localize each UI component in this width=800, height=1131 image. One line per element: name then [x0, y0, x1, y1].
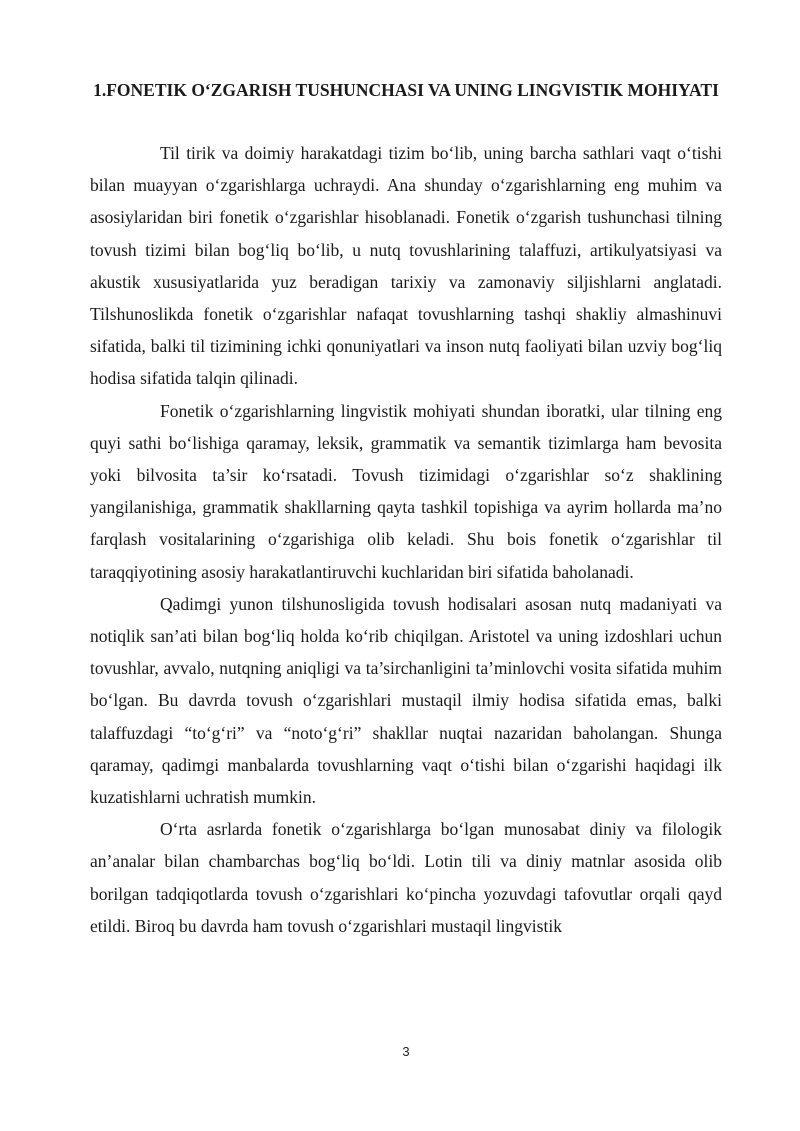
paragraph: O‘rta asrlarda fonetik o‘zgarishlarga bo‘lgan munosabat diniy va filologik an’analar bilan chambarchas bog‘liq bo‘ldi. Lotin tili va diniy matnlar asosida olib borilgan tadqiqotlarda tovush o‘zgarishlari ko‘pincha yozuvdagi tafovutlar orqali qayd etildi. Biroq bu davrda ham tovush o‘zgarishlari mustaqil lingvistik	[90, 819, 722, 936]
paragraph: Qadimgi yunon tilshunosligida tovush hodisalari asosan nutq madaniyati va notiqlik san’ati bilan bog‘liq holda ko‘rib chiqilgan. Aristotel va uning izdoshlari uchun tovushlar, avvalo, nutqning aniqligi va ta’sirchanligini ta’minlovchi vosita sifatida muhim bo‘lgan. Bu davrda tovush o‘zgarishlari mustaqil ilmiy hodisa sifatida emas, balki talaffuzdagi “to‘g‘ri” va “noto‘g‘ri” shakllar nuqtai nazaridan baholangan. Shunga qaramay, qadimgi manbalarda tovushlarning vaqt o‘tishi bilan o‘zgarishi haqidagi ilk kuzatishlarni uchratish mumkin.	[90, 593, 722, 808]
paragraph: Fonetik o‘zgarishlarning lingvistik mohiyati shundan iboratki, ular tilning eng quyi sathi bo‘lishiga qaramay, leksik, grammatik va semantik tizimlarga ham bevosita yoki bilvosita ta’sir ko‘rsatadi. Tovush tizimidagi o‘zgarishlar so‘z shaklining yangilanishiga, grammatik shakllarning qayta tashkil topishiga va ayrim hollarda ma’no farqlash vositalarining o‘zgarishiga olib keladi. Shu bois fonetik o‘zgarishlar til taraqqiyotining asosiy harakatlantiruvchi kuchlaridan biri sifatida baholanadi.	[90, 400, 722, 582]
body-text	[90, 137, 722, 942]
section-title: 1.FONETIK O‘ZGARISH TUSHUNCHASI VA UNING LINGVISTIK MOHIYATI	[93, 80, 719, 100]
paragraph: Til tirik va doimiy harakatdagi tizim bo‘lib, uning barcha sathlari vaqt o‘tishi bilan muayyan o‘zgarishlarga uchraydi. Ana shunday o‘zgarishlarning eng muhim va asosiylaridan biri fonetik o‘zgarishlar hisoblanadi. Fonetik o‘zgarish tushunchasi tilning tovush tizimi bilan bog‘liq bo‘lib, u nutq tovushlarining talaffuzi, artikulyatsiyasi va akustik xususiyatlarida yuz beradigan tarixiy va zamonaviy siljishlarni anglatadi. Tilshunoslikda fonetik o‘zgarishlar nafaqat tovushlarning tashqi shakliy almashinuvi sifatida, balki til tizimining ichki qonuniyatlari va inson nutq faoliyati bilan uzviy bog‘liq hodisa sifatida talqin qilinadi.	[90, 143, 722, 389]
page-number: 3	[402, 1044, 410, 1059]
